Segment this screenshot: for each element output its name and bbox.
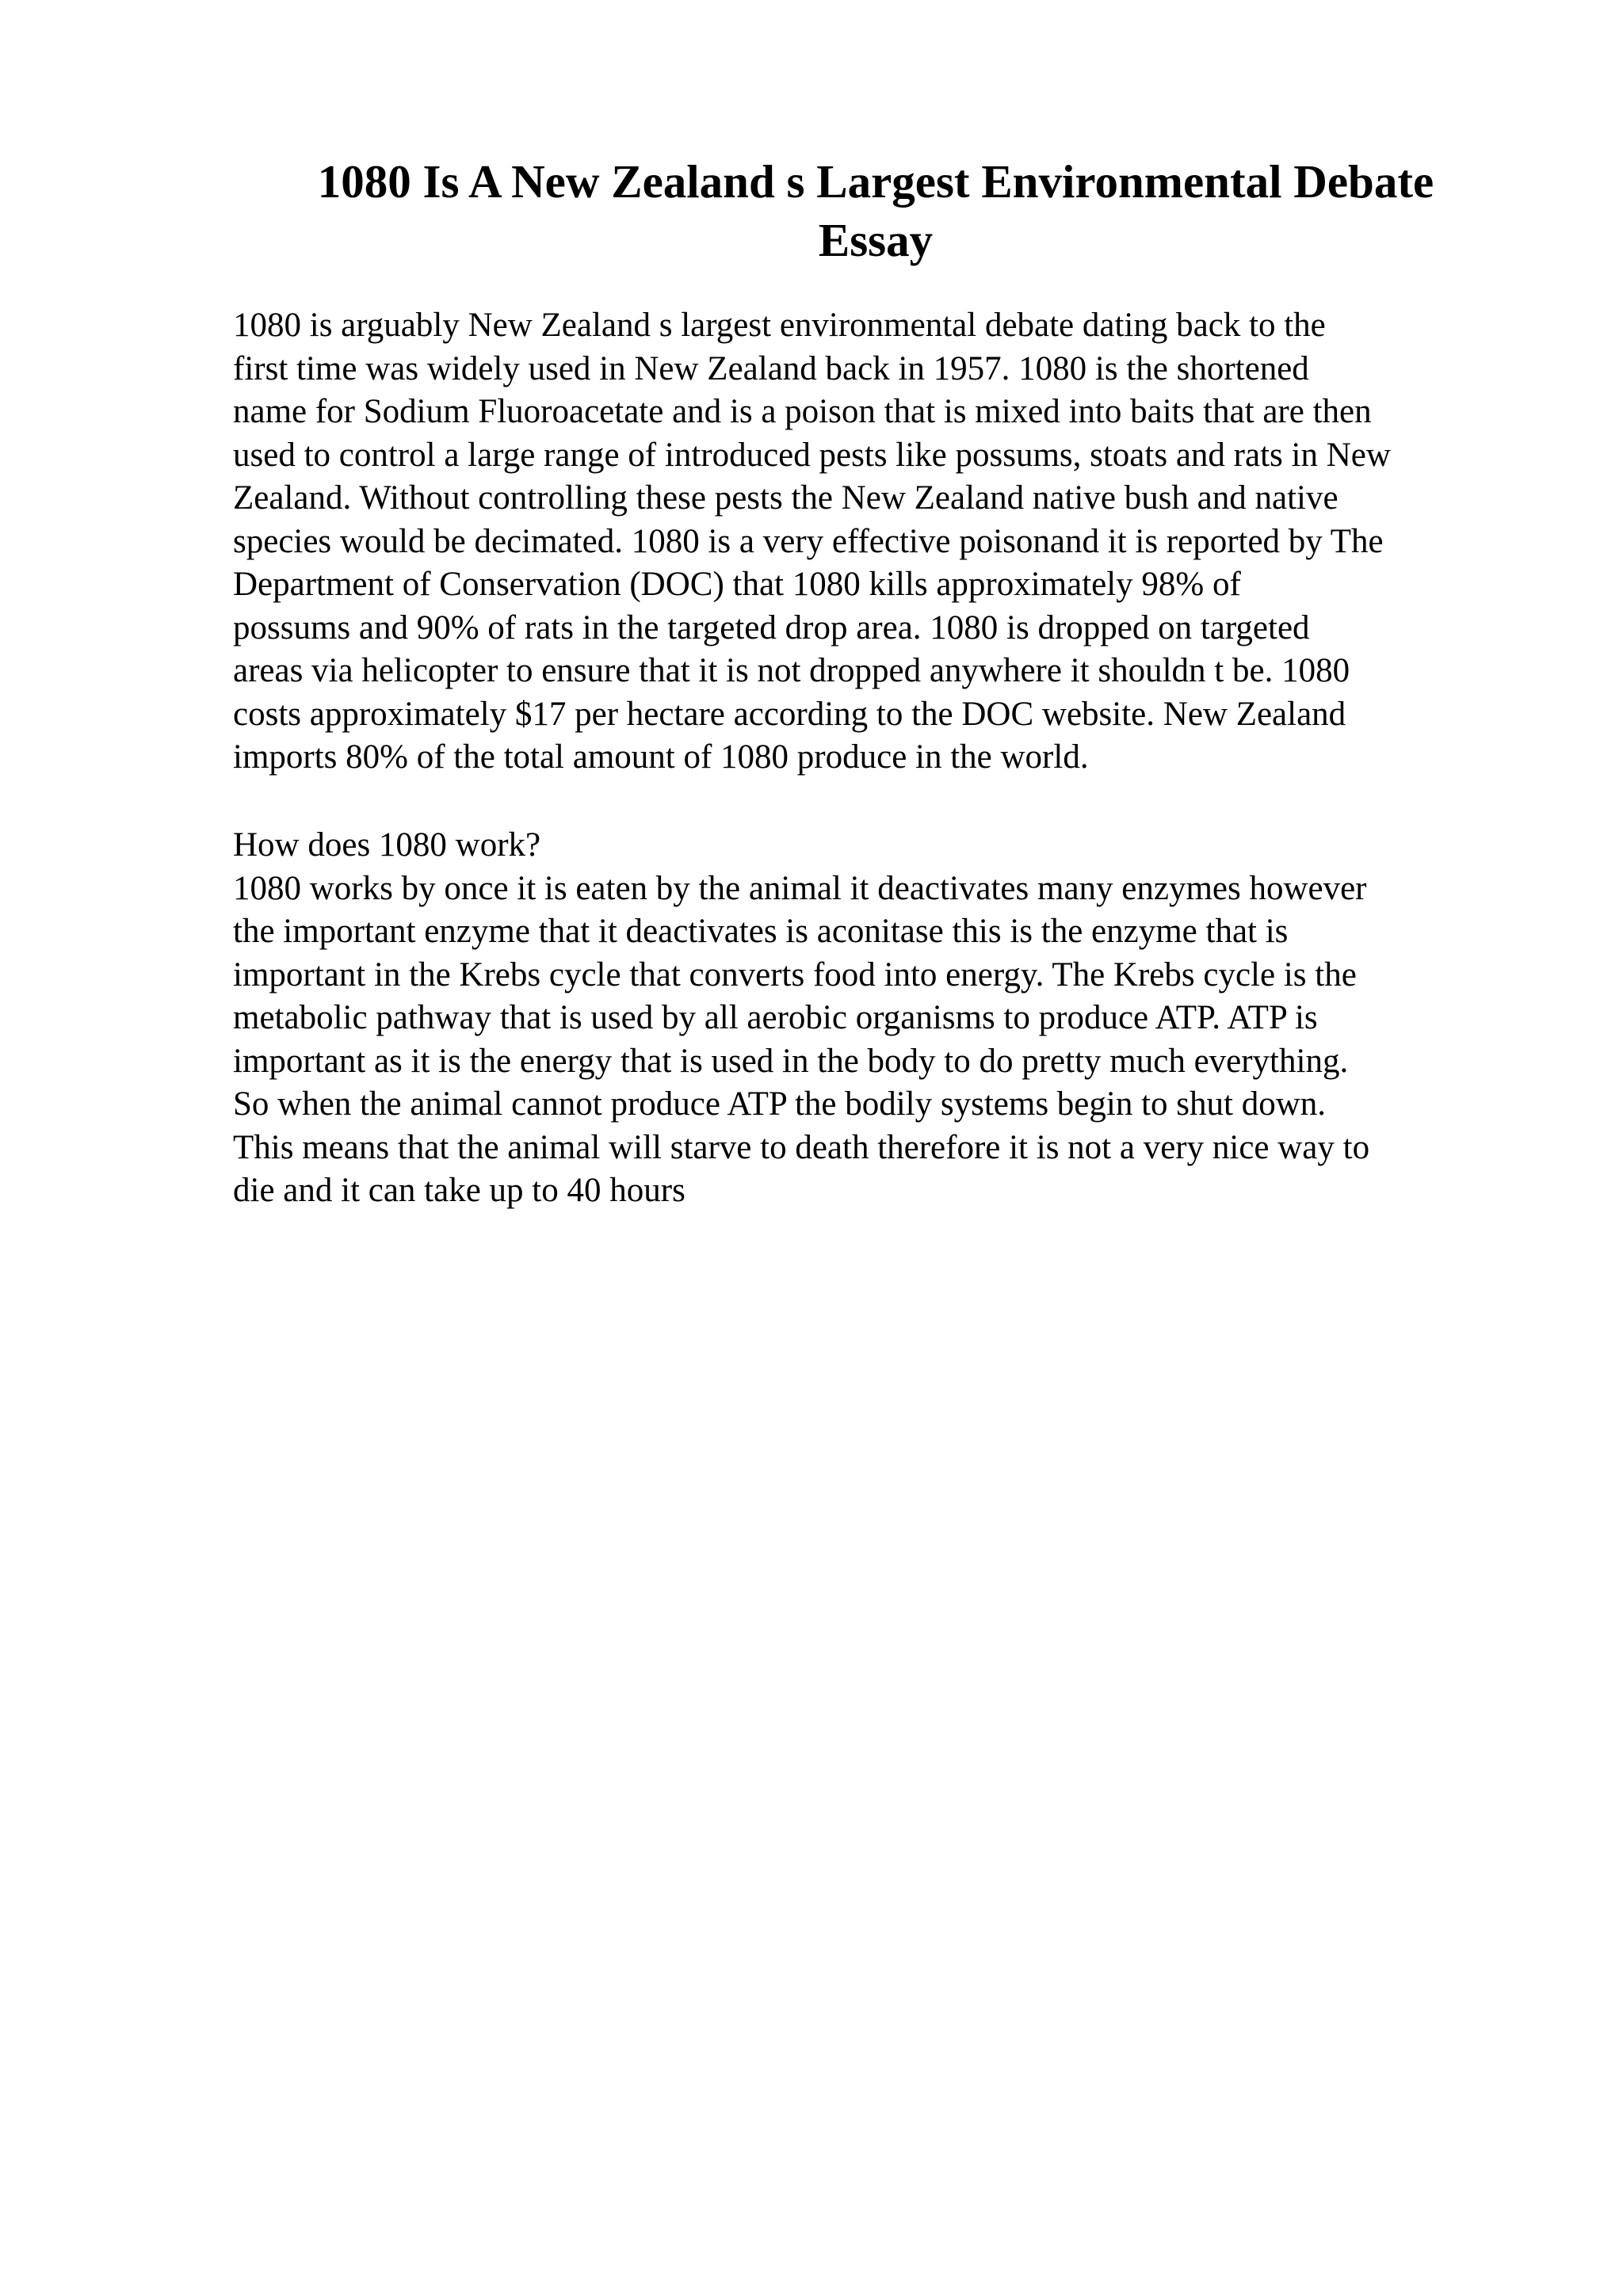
text-line: So when the animal cannot produce ATP the bodily systems begin to shut down. (233, 1085, 1327, 1123)
text-line: metabolic pathway that is used by all aerobic organisms to produce ATP. ATP is (233, 999, 1318, 1036)
text-line: 1080 works by once it is eaten by the animal it deactivates many enzymes however (233, 869, 1367, 907)
text-line: name for Sodium Fluoroacetate and is a poison that is mixed into baits that are then (233, 393, 1372, 430)
text-line: first time was widely used in New Zealand back in 1957. 1080 is the shortened (233, 349, 1309, 387)
text-line: This means that the animal will starve to death therefore it is not a very nice way to (233, 1128, 1370, 1166)
paragraph-intro (233, 304, 1517, 780)
title-line: 1080 Is A New Zealand s Largest Environmental Debate (317, 155, 1434, 208)
paragraph-how-it-works (233, 824, 1517, 1213)
text-line: 1080 is arguably New Zealand s largest environmental debate dating back to the (233, 307, 1326, 344)
text-line: costs approximately $17 per hectare according to the DOC website. New Zealand (233, 695, 1346, 733)
text-line: important in the Krebs cycle that converts food into energy. The Krebs cycle is the (233, 955, 1357, 994)
text-line: used to control a large range of introduced pests like possums, stoats and rats in New (233, 436, 1391, 474)
text-line: important as it is the energy that is used in the body to do pretty much everything. (233, 1042, 1349, 1080)
text-line: species would be decimated. 1080 is a very effective poisonand it is reported by The (233, 522, 1384, 560)
text-line: die and it can take up to 40 hours (233, 1172, 685, 1209)
text-line: imports 80% of the total amount of 1080 produce in the world. (233, 738, 1089, 776)
text-line: Department of Conservation (DOC) that 1080 kills approximately 98% of (233, 566, 1241, 603)
document-title (234, 152, 1518, 269)
text-line: possums and 90% of rats in the targeted drop area. 1080 is dropped on targeted (233, 608, 1310, 646)
text-line: areas via helicopter to ensure that it is not dropped anywhere it shouldn t be. 1080 (233, 652, 1350, 689)
section-heading: How does 1080 work? (233, 826, 541, 864)
title-line: Essay (818, 214, 934, 266)
text-line: the important enzyme that it deactivates is aconitase this is the enzyme that is (233, 913, 1289, 950)
text-line: Zealand. Without controlling these pests the New Zealand native bush and native (233, 479, 1338, 517)
